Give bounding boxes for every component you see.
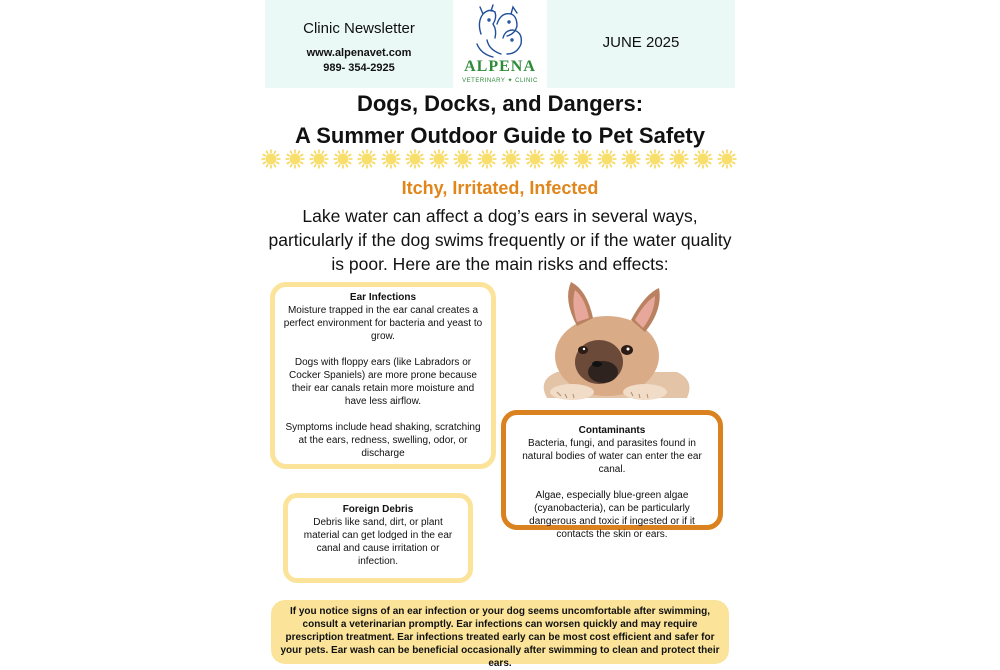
sun-icon	[430, 150, 449, 169]
ear-infections-text-3: Symptoms include head shaking, scratching at the ears, redness, swelling, odor, or discharge	[285, 422, 481, 459]
ear-infections-text-2: Dogs with floppy ears (like Labradors or Cocker Spaniels) are more prone because their ear canals retain more moisture and have less airflow.	[289, 357, 477, 407]
page-title-line2: A Summer Outdoor Guide to Pet Safety	[295, 123, 705, 148]
sun-icon	[502, 150, 521, 169]
logo-wordmark: ALPENA	[464, 58, 536, 75]
sun-icon	[694, 150, 713, 169]
sun-icon	[382, 150, 401, 169]
website-link[interactable]: www.alpenavet.com	[306, 47, 412, 59]
contaminants-text-2: Algae, especially blue-green algae (cyanobacteria), can be particularly dangerous and toxic if ingested or if it contacts the skin or ears.	[529, 490, 695, 540]
ear-infections-box	[270, 282, 496, 469]
sun-icon	[718, 150, 737, 169]
ear-infections-title: Ear Infections	[349, 292, 417, 303]
foreign-debris-box	[283, 493, 473, 583]
sun-icon	[310, 150, 329, 169]
sun-icon	[622, 150, 641, 169]
sun-icon	[286, 150, 305, 169]
sun-icon	[646, 150, 665, 169]
sun-icon	[262, 150, 281, 169]
sun-icon	[454, 150, 473, 169]
vet-advice-callout: If you notice signs of an ear infection or your dog seems uncomfortable after swimming, consult a veterinarian promptly. Ear infections can worsen quickly and may require prescription treatment. Ear infections treated early can be most cost efficient and safer for your pets. Ear wash can be beneficial occasionally after swimming to clean and protect their ears.	[271, 600, 729, 664]
logo-subtitle: VETERINARY ✦ CLINIC	[462, 78, 538, 84]
pet-group-logo-icon	[467, 4, 533, 60]
intro-paragraph: Lake water can affect a dog’s ears in several ways, particularly if the dog swims frequently or if the water quality is poor. Here are the main risks and effects:	[268, 206, 732, 274]
sun-icon	[526, 150, 545, 169]
page-title-line1: Dogs, Docks, and Dangers:	[356, 91, 644, 116]
newsletter-title: Clinic Newsletter	[303, 20, 415, 37]
header-date-panel	[547, 0, 735, 88]
section-heading: Itchy, Irritated, Infected	[401, 178, 599, 198]
phone-number: 989- 354-2925	[323, 62, 395, 74]
contaminants-text-1: Bacteria, fungi, and parasites found in natural bodies of water can enter the ear canal.	[522, 438, 702, 475]
foreign-debris-text: Debris like sand, dirt, or plant material can get lodged in the ear canal and cause irritation or infection.	[303, 517, 453, 567]
foreign-debris-title: Foreign Debris	[342, 504, 414, 515]
sun-icon	[574, 150, 593, 169]
sun-icon	[550, 150, 569, 169]
contaminants-title: Contaminants	[578, 425, 646, 436]
french-bulldog-illustration	[527, 280, 697, 405]
ear-infections-text-1: Moisture trapped in the ear canal creates a perfect environment for bacteria and yeast to grow.	[283, 305, 483, 342]
contaminants-box	[501, 410, 723, 540]
issue-date: JUNE 2025	[602, 34, 680, 51]
clinic-logo	[453, 0, 547, 88]
sun-icon	[334, 150, 353, 169]
sun-icon	[406, 150, 425, 169]
sun-divider	[259, 148, 739, 170]
sun-icon	[598, 150, 617, 169]
sun-icon	[478, 150, 497, 169]
newsletter-page	[265, 0, 735, 667]
sun-icon	[358, 150, 377, 169]
sun-icon	[670, 150, 689, 169]
header-info-panel	[265, 0, 453, 88]
